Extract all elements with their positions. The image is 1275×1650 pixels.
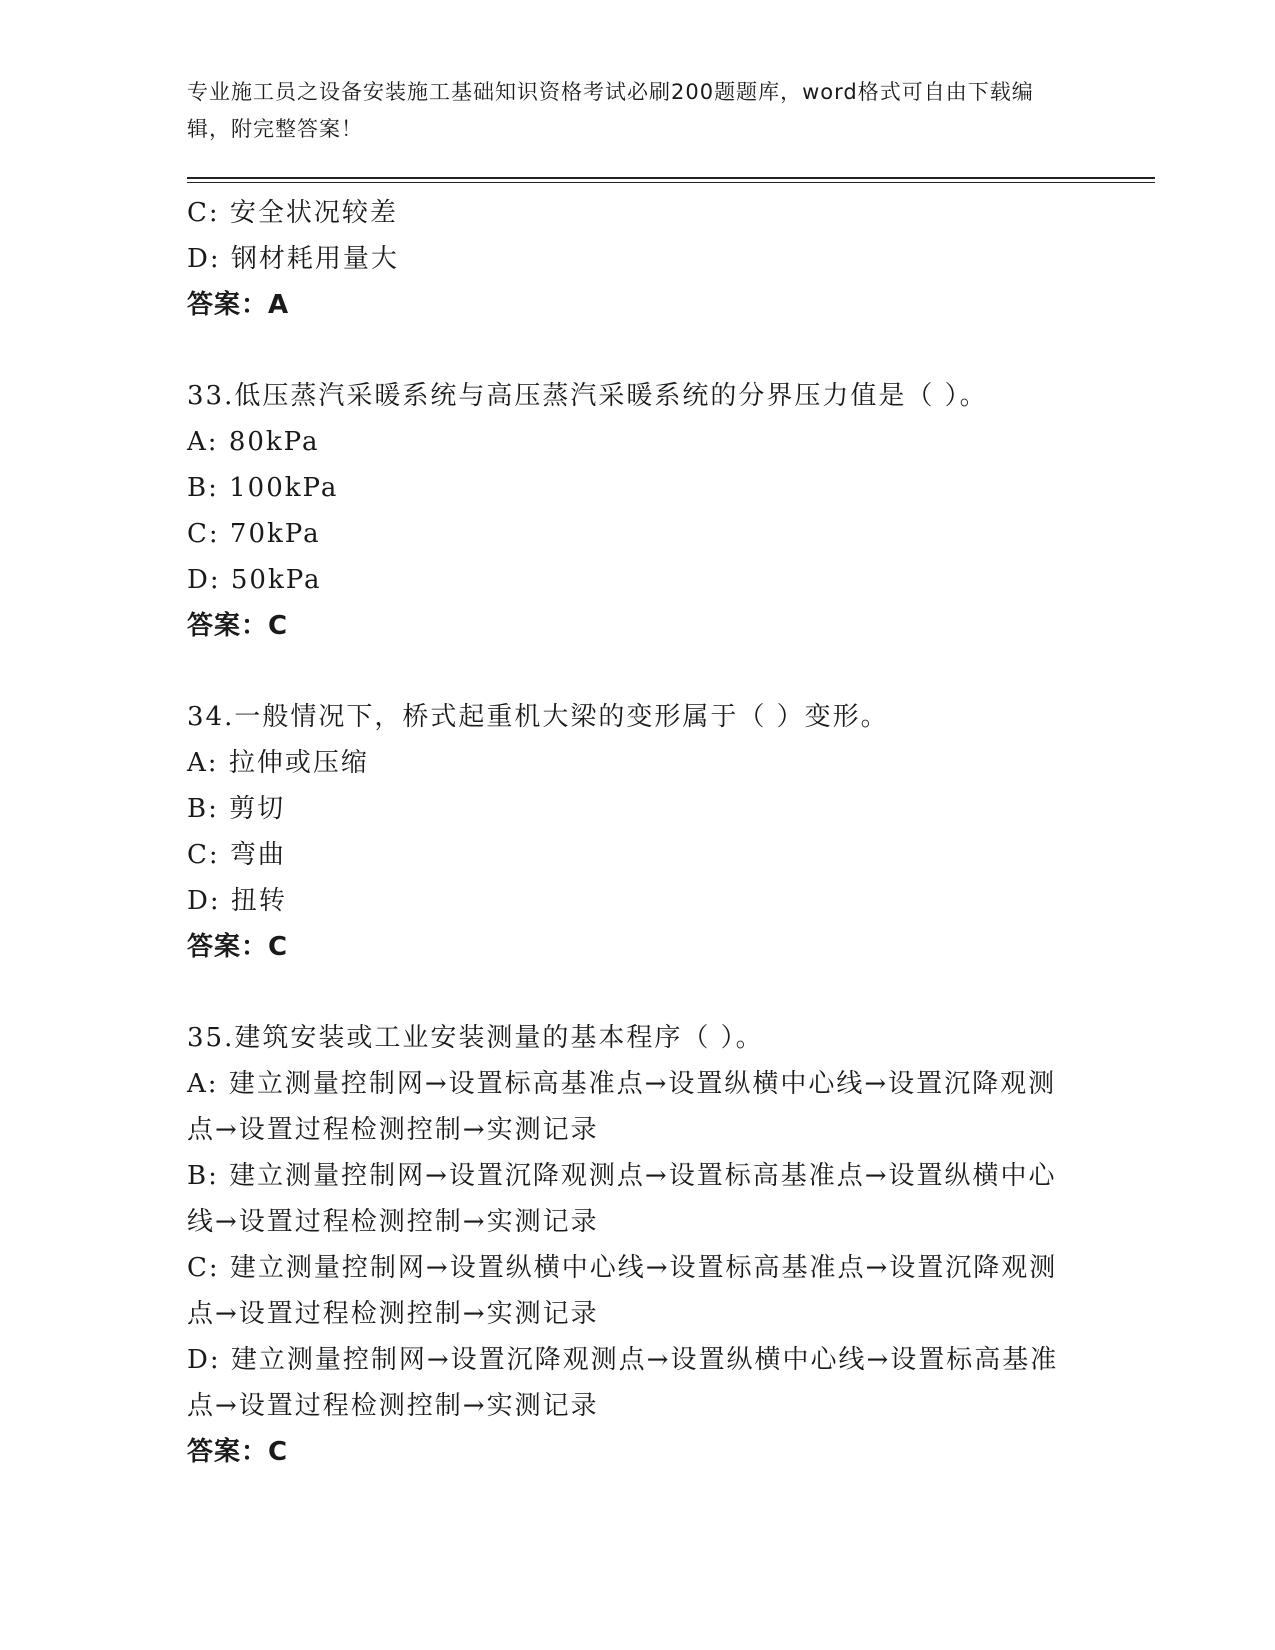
option-text: 建立测量控制网→设置纵横中心线→设置标高基准点→设置沉降观测点→设置过程检测控制→实测记录 (187, 1253, 1058, 1329)
question-stem: 33.低压蒸汽采暖系统与高压蒸汽采暖系统的分界压力值是（ ）。 (187, 381, 988, 411)
option-letter: C: (187, 1253, 220, 1283)
header-divider-thin (187, 182, 1155, 183)
question-33 (187, 373, 1077, 649)
option-b (187, 786, 1077, 832)
document-header: 专业施工员之设备安装施工基础知识资格考试必刷200题题库，word格式可自由下载编辑，附完整答案！ (187, 80, 1034, 141)
option-text: 70kPa (229, 519, 321, 549)
option-text: 建立测量控制网→设置标高基准点→设置纵横中心线→设置沉降观测点→设置过程检测控制→实测记录 (187, 1069, 1057, 1145)
question-content (187, 190, 1077, 1475)
option-text: 80kPa (228, 427, 320, 457)
answer-line: 答案：A (187, 290, 290, 320)
option-text: 建立测量控制网→设置沉降观测点→设置标高基准点→设置纵横中心线→设置过程检测控制→实测记录 (187, 1161, 1057, 1237)
option-d (187, 236, 1077, 282)
question-32-tail (187, 190, 1077, 328)
option-letter: C: (187, 519, 220, 549)
option-letter: D: (187, 565, 221, 595)
option-d (187, 1337, 1077, 1429)
option-b (187, 465, 1077, 511)
question-stem: 35.建筑安装或工业安装测量的基本程序（ ）。 (187, 1023, 764, 1053)
option-text: 100kPa (229, 473, 339, 503)
option-letter: A: (187, 748, 219, 778)
option-letter: D: (187, 1345, 221, 1375)
question-34 (187, 694, 1077, 970)
option-a (187, 1061, 1077, 1153)
option-text: 扭转 (230, 886, 287, 916)
option-letter: C: (187, 840, 220, 870)
option-text: 弯曲 (229, 840, 286, 870)
option-a (187, 419, 1077, 465)
option-letter: B: (187, 1161, 219, 1191)
answer-line: 答案：C (187, 1437, 289, 1467)
option-letter: A: (187, 427, 219, 457)
option-text: 拉伸或压缩 (228, 748, 369, 778)
option-d (187, 878, 1077, 924)
option-letter: C: (187, 198, 220, 228)
option-letter: D: (187, 886, 221, 916)
option-text: 剪切 (229, 794, 286, 824)
option-letter: D: (187, 244, 221, 274)
option-c (187, 1245, 1077, 1337)
option-text: 钢材耗用量大 (230, 244, 399, 274)
option-c (187, 190, 1077, 236)
option-b (187, 1153, 1077, 1245)
question-stem: 34.一般情况下，桥式起重机大梁的变形属于（ ）变形。 (187, 702, 889, 732)
header-divider-thick (187, 177, 1155, 179)
answer-line: 答案：C (187, 932, 289, 962)
option-letter: B: (187, 473, 219, 503)
option-c (187, 832, 1077, 878)
option-text: 50kPa (230, 565, 322, 595)
option-text: 建立测量控制网→设置沉降观测点→设置纵横中心线→设置标高基准点→设置过程检测控制→实测记录 (187, 1345, 1059, 1421)
option-letter: B: (187, 794, 219, 824)
option-c (187, 511, 1077, 557)
option-text: 安全状况较差 (229, 198, 398, 228)
option-a (187, 740, 1077, 786)
option-d (187, 557, 1077, 603)
option-letter: A: (187, 1069, 219, 1099)
answer-line: 答案：C (187, 611, 289, 641)
question-35 (187, 1015, 1077, 1475)
